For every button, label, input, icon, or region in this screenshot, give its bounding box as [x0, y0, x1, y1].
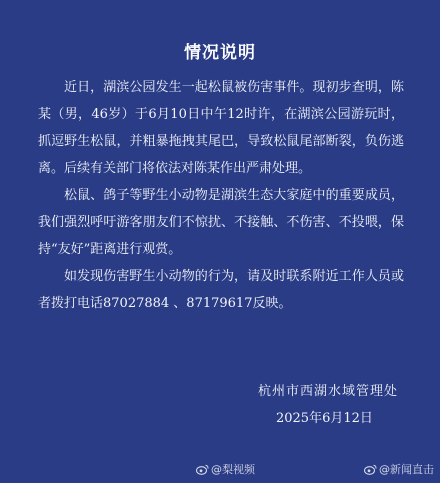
weibo-icon	[364, 464, 377, 475]
signature-block	[258, 378, 398, 432]
notice-body	[38, 74, 404, 317]
watermark-left-text: @梨视频	[211, 463, 255, 476]
notice-title: 情况说明	[184, 43, 256, 63]
watermark-right-text: @新闻直击	[379, 463, 434, 476]
paragraph-incident: 近日，湖滨公园发生一起松鼠被伤害事件。现初步查明，陈某（男，46岁）于6月10日中午12时许，在湖滨公园游玩时，抓逗野生松鼠，并粗暴拖拽其尾巴，导致松鼠尾部断裂，负伤逃离。后续有关部门将依法对陈某作出严肃处理。	[38, 80, 404, 176]
issue-date: 2025年6月12日	[275, 411, 373, 426]
issuing-organization: 杭州市西湖水域管理处	[257, 384, 398, 399]
weibo-icon	[196, 464, 209, 475]
watermark-source-right	[364, 461, 434, 477]
paragraph-report: 如发现伤害野生小动物的行为，请及时联系附近工作人员或者拨打电话87027884 、87179617反映。	[38, 269, 404, 311]
paragraph-appeal: 松鼠、鸽子等野生小动物是湖滨生态大家庭中的重要成员，我们强烈呼吁游客朋友们不惊扰、不接触、不伤害、不投喂，保持“友好”距离进行观赏。	[38, 188, 404, 257]
watermark-source-left	[196, 461, 255, 477]
